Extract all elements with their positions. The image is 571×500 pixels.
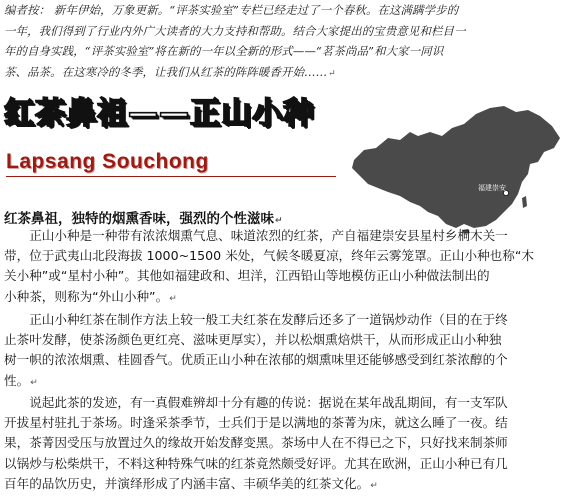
- paragraph-line-text: 百年的品饮历史，并演绎形成了内涵丰富、丰硕华美的红茶文化。: [4, 475, 370, 491]
- paragraph-line: 以锅炒与松柴烘干，不料这种特殊气味的红茶竟然颇受好评。尤其在欧洲，正山小种已有几: [4, 455, 508, 471]
- body-paragraph: [4, 393, 564, 496]
- body-paragraph: [4, 226, 564, 309]
- paragraph-line: 正山小种是一种带有浓浓烟熏气息、味道浓烈的红茶，产自福建崇安县星村乡桐木关一: [4, 228, 508, 243]
- china-map-shape: [352, 106, 560, 228]
- editor-note-line: 一年，我们得到了行业内外广大读者的大力支持和帮助。结合大家提出的宝贵意见和栏目一: [4, 23, 466, 38]
- paragraph-line: [4, 287, 564, 309]
- paragraph-mark-icon: ↵: [30, 377, 38, 388]
- paragraph-mark-icon: ↵: [275, 216, 283, 226]
- article-title: 红茶鼻祖——正山小种: [4, 96, 314, 131]
- paragraph-line: [4, 371, 564, 393]
- paragraph-line: 止茶叶发酵，使茶汤颜色更红亮、滋味更厚实），并以松烟熏焙烘干，从而形成正山小种独: [4, 332, 502, 348]
- paragraph-line: 说起此茶的发迹，有一真假难辨却十分有趣的传说：据说在某年战乱期间，有一支军队: [4, 395, 508, 410]
- title-underline: [6, 176, 336, 177]
- editor-note-line: [4, 62, 564, 85]
- china-map-image: [346, 102, 568, 234]
- editor-note-line: 年的自身实践，“评茶实验室”将在新的一年以全新的形式——“茗茶尚品”和大家一同识: [4, 44, 444, 58]
- english-title: Lapsang Souchong: [6, 150, 209, 173]
- paragraph-mark-icon: ↵: [370, 480, 378, 491]
- body-paragraph: [4, 310, 564, 393]
- paragraph-line-text: 小种茶，则称为“外山小种”。: [4, 288, 169, 304]
- paragraph-line: 正山小种红茶在制作方法上较一般工夫红茶在发酵后还多了一道锅炒动作（目的在于终: [4, 312, 508, 327]
- paragraph-line: [4, 474, 564, 496]
- map-location-label: 福建崇安: [478, 184, 506, 192]
- section-subheading-text: 红茶鼻祖，独特的烟熏香味，强烈的个性滋味: [4, 211, 274, 227]
- paragraph-line: 树一帜的浓浓烟熏、桂圆香气。优质正山小种在浓郁的烟熏味里还能够感受到红茶浓醇的个: [4, 352, 508, 368]
- editor-note-line: 编者按： 新年伊始，万象更新。“评茶实验室”专栏已经走过了一个春秋。在这满蹒学步的: [4, 3, 459, 17]
- paragraph-line: 关小种”或“星村小种”。其他如福建政和、坦洋，江西铅山等地模仿正山小种做法制出的: [4, 268, 490, 284]
- paragraph-line: 带，位于武夷山北段海拔 1000~1500 米处，气候冬暖夏凉，终年云雾笼罩。正山小种也称“木: [4, 248, 534, 264]
- paragraph-line: 果，茶菁因受压与放置过久的缘故开始发酵变黑。茶场中人在不得已之下，只好找来制茶师: [4, 435, 508, 451]
- paragraph-line-text: 性。: [4, 372, 30, 388]
- editor-note: [4, 0, 564, 84]
- paragraph-line: 开拔星村驻扎于茶场。时逢采茶季节，士兵们于是以满地的茶菁为床，就这么睡了一夜。结: [4, 415, 508, 431]
- paragraph-mark-icon: ↵: [328, 68, 336, 79]
- paragraph-mark-icon: ↵: [169, 293, 177, 304]
- editor-note-line-text: 茶、品茶。在这寒冷的冬季，让我们从红茶的阵阵暖香开始……: [4, 64, 328, 79]
- section-subheading: [4, 207, 283, 227]
- taiwan-island-shape: [522, 196, 527, 208]
